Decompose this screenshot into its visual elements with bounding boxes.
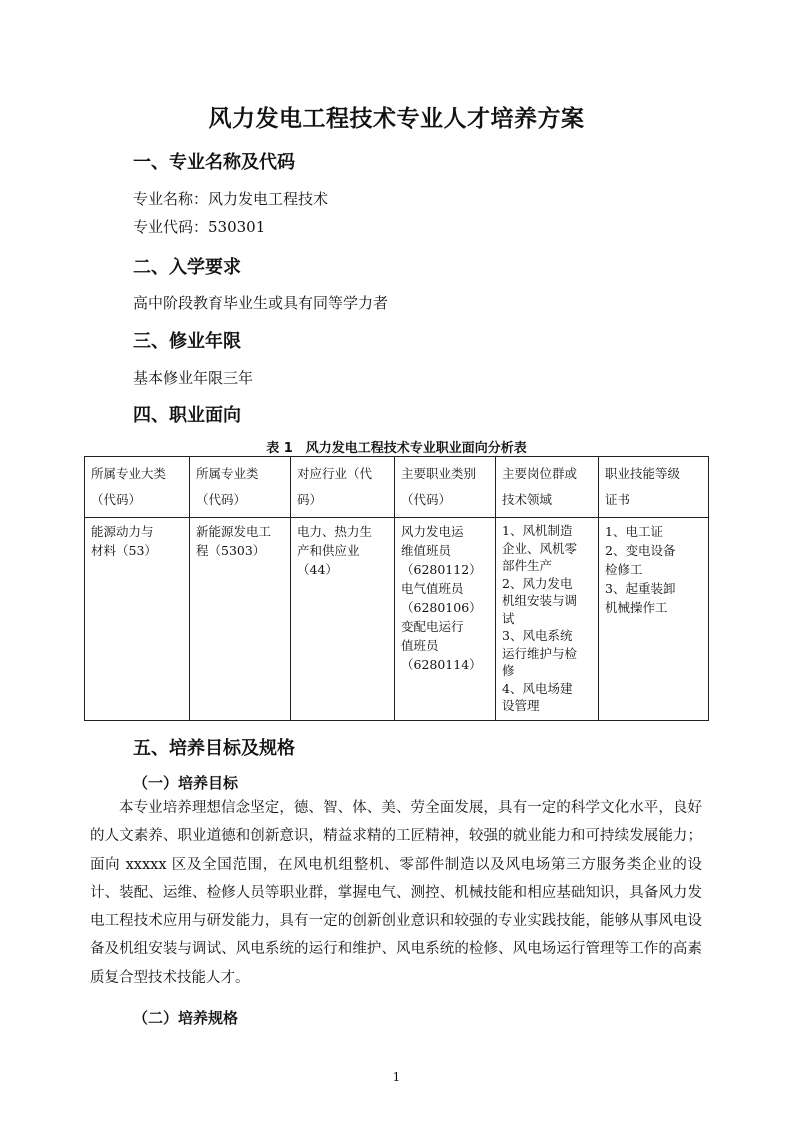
- cell-text: 检修工: [605, 562, 643, 577]
- header-text: （代码）: [401, 492, 452, 507]
- cell-text: 值班员: [401, 638, 439, 653]
- cell-text: （6280112）: [401, 562, 482, 577]
- cell-text: 维值班员: [401, 543, 452, 558]
- cell-major-class: [190, 518, 291, 721]
- cell-text: 能源动力与: [91, 524, 154, 539]
- cell-text: 变配电运行: [401, 619, 464, 634]
- header-text: （代码）: [91, 492, 142, 507]
- cell-text: 企业、风机零: [502, 540, 578, 556]
- cell-text: 1、风机制造: [502, 523, 573, 538]
- cell-text: （6280106）: [401, 600, 482, 615]
- cell-text: （44）: [297, 562, 338, 577]
- cell-text: 2、变电设备: [605, 543, 676, 558]
- duration-text: 基本修业年限三年: [133, 369, 254, 387]
- table-row: [85, 518, 709, 721]
- page-number: 1: [392, 1070, 401, 1084]
- header-text: 技术领域: [502, 492, 553, 507]
- cell-text: 1、电工证: [605, 524, 663, 539]
- cell-text: 电气值班员: [401, 581, 464, 596]
- training-goal-paragraph: 本专业培养理想信念坚定，德、智、体、美、劳全面发展，具有一定的科学文化水平，良好的人文素养、职业道德和创新意识，精益求精的工匠精神，较强的就业能力和可持续发展能力；面向 xxxxx 区及全国范围，在风电机组整机、零部件制造以及风电场第三方服务类企业的设计、装配、运维、检修人员等职业群，掌握电气、测控、机械技能和相应基础知识，具备风力发电工程技术应用与研发能力，具有一定的创新创业意识和较强的专业实践技能，能够从事风电设备及机组安装与调试、风电系统的运行和维护、风电系统的检修、风电场运行管理等工作的高素质复合型技术技能人才。: [90, 800, 702, 986]
- section-4-heading: 四、职业面向: [133, 405, 241, 426]
- career-orientation-table: [84, 456, 709, 721]
- header-cell: [496, 457, 599, 518]
- cell-text: 2、风力发电: [502, 575, 573, 591]
- section-1-heading: 一、专业名称及代码: [133, 152, 295, 173]
- cell-major-category: [85, 518, 190, 721]
- header-text: 所属专业大类: [91, 466, 167, 481]
- section-2-heading: 二、入学要求: [133, 257, 241, 278]
- cell-text: 机械操作工: [605, 600, 668, 615]
- cell-text: 风力发电运: [401, 524, 464, 539]
- cell-text: 产和供应业: [297, 543, 360, 558]
- header-text: 码）: [297, 492, 323, 507]
- header-text: 对应行业（代: [297, 466, 373, 481]
- header-text: 职业技能等级: [605, 466, 681, 481]
- header-text: 证书: [605, 492, 631, 507]
- cell-text: 电力、热力生: [297, 524, 373, 539]
- subsection-specs-heading: （二）培养规格: [133, 1009, 239, 1027]
- cell-job-groups: [496, 518, 599, 721]
- section-5-heading: 五、培养目标及规格: [133, 738, 295, 759]
- major-name-line: 专业名称：风力发电工程技术: [133, 190, 329, 208]
- cell-text: 程（5303）: [196, 543, 266, 558]
- section-3-heading: 三、修业年限: [133, 331, 241, 352]
- document-title: 风力发电工程技术专业人才培养方案: [208, 106, 585, 132]
- header-text: 主要岗位群或: [502, 466, 578, 481]
- cell-text: 材料（53）: [91, 543, 157, 558]
- table-caption: 表 1 风力发电工程技术专业职业面向分析表: [266, 441, 527, 456]
- cell-text: 设管理: [502, 698, 540, 713]
- header-cell: [190, 457, 291, 518]
- subsection-goals-heading: （一）培养目标: [133, 774, 239, 792]
- cell-text: 新能源发电工: [196, 524, 272, 539]
- admission-text: 高中阶段教育毕业生或具有同等学力者: [133, 294, 389, 312]
- cell-certificates: [599, 518, 709, 721]
- header-text: （代码）: [196, 492, 247, 507]
- cell-text: 部件生产: [502, 558, 553, 573]
- header-cell: [599, 457, 709, 518]
- cell-text: 运行维护与检: [502, 645, 578, 661]
- cell-text: 修: [502, 663, 515, 678]
- cell-occupation: [395, 518, 496, 721]
- cell-text: 试: [502, 610, 515, 626]
- major-code-line: 专业代码：530301: [133, 218, 266, 236]
- header-cell: [85, 457, 190, 518]
- cell-industry: [291, 518, 395, 721]
- cell-text: 3、起重装卸: [605, 581, 676, 596]
- header-text: 主要职业类别: [401, 466, 477, 481]
- header-text: 所属专业类: [196, 466, 259, 481]
- cell-text: 3、风电系统: [502, 628, 573, 643]
- cell-text: 机组安装与调: [502, 593, 578, 608]
- table-header-row: [85, 457, 709, 518]
- cell-text: （6280114）: [401, 657, 482, 672]
- cell-text: 4、风电场建: [502, 680, 573, 696]
- header-cell: [395, 457, 496, 518]
- header-cell: [291, 457, 395, 518]
